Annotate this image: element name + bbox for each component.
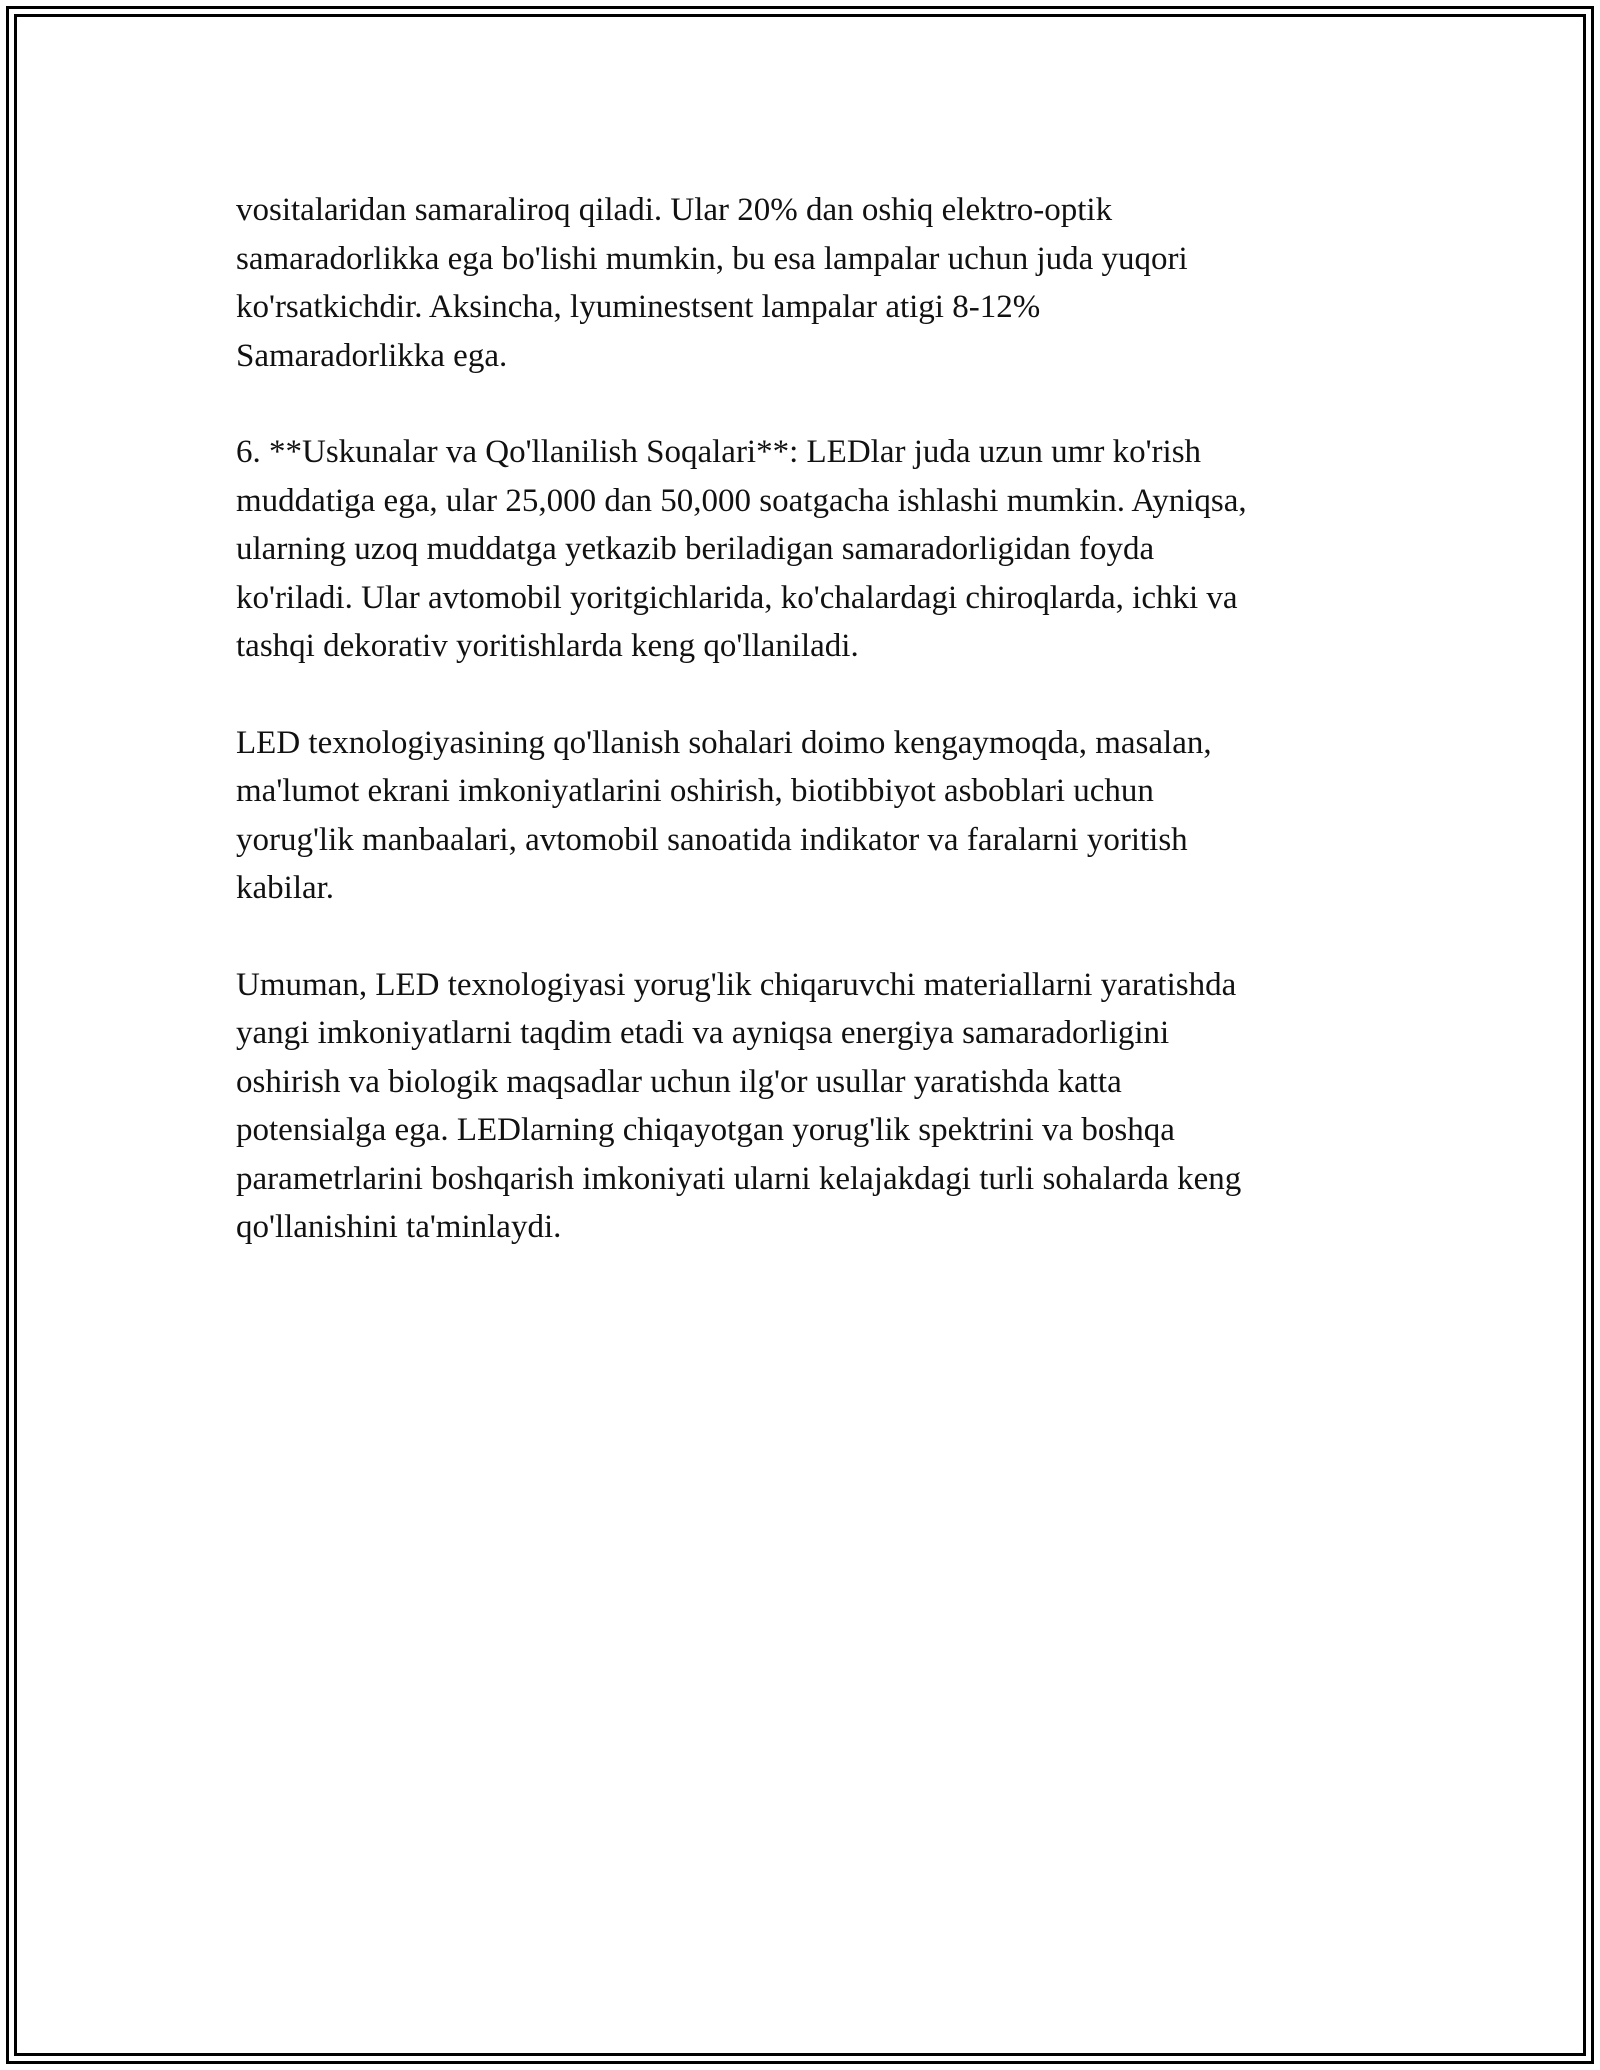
paragraph-expanding-fields: LED texnologiyasining qo'llanish sohalari doimo kengaymoqda, masalan, ma'lumot ekrani imkoniyatlarini oshirish, biotibbiyot asboblari uchun yorug'lik manbaalari, avtomobil sanoatida indikator va faralarni yoritish kabilar. xyxy=(236,724,1212,906)
document-body xyxy=(236,186,1376,1300)
paragraph-efficiency: vositalaridan samaraliroq qiladi. Ular 20% dan oshiq elektro-optik samaradorlikka ega bo'lishi mumkin, bu esa lampalar uchun juda yuqori ko'rsatkichdir. Aksincha, lyuminestsent lampalar atigi 8-12% Samaradorlikka ega. xyxy=(236,192,1188,374)
paragraph-conclusion: Umuman, LED texnologiyasi yorug'lik chiqaruvchi materiallarni yaratishda yangi imkoniyatlarni taqdim etadi va ayniqsa energiya samaradorligini oshirish va biologik maqsadlar uchun ilg'or usullar yaratishda katta potensialga ega. LEDlarning chiqayotgan yorug'lik spektrini va boshqa parametrlarini boshqarish imkoniyati ularni kelajakdagi turli sohalarda keng qo'llanishini ta'minlaydi. xyxy=(236,966,1242,1245)
paragraph-applications: 6. **Uskunalar va Qo'llanilish Soqalari**: LEDlar juda uzun umr ko'rish muddatiga ega, ular 25,000 dan 50,000 soatgacha ishlashi mumkin. Ayniqsa, ularning uzoq muddatga yetkazib beriladigan samaradorligidan foyda ko'riladi. Ular avtomobil yoritgichlarida, ko'chalardagi chiroqlarda, ichki va tashqi dekorativ yoritishlarda keng qo'llaniladi. xyxy=(236,434,1247,664)
